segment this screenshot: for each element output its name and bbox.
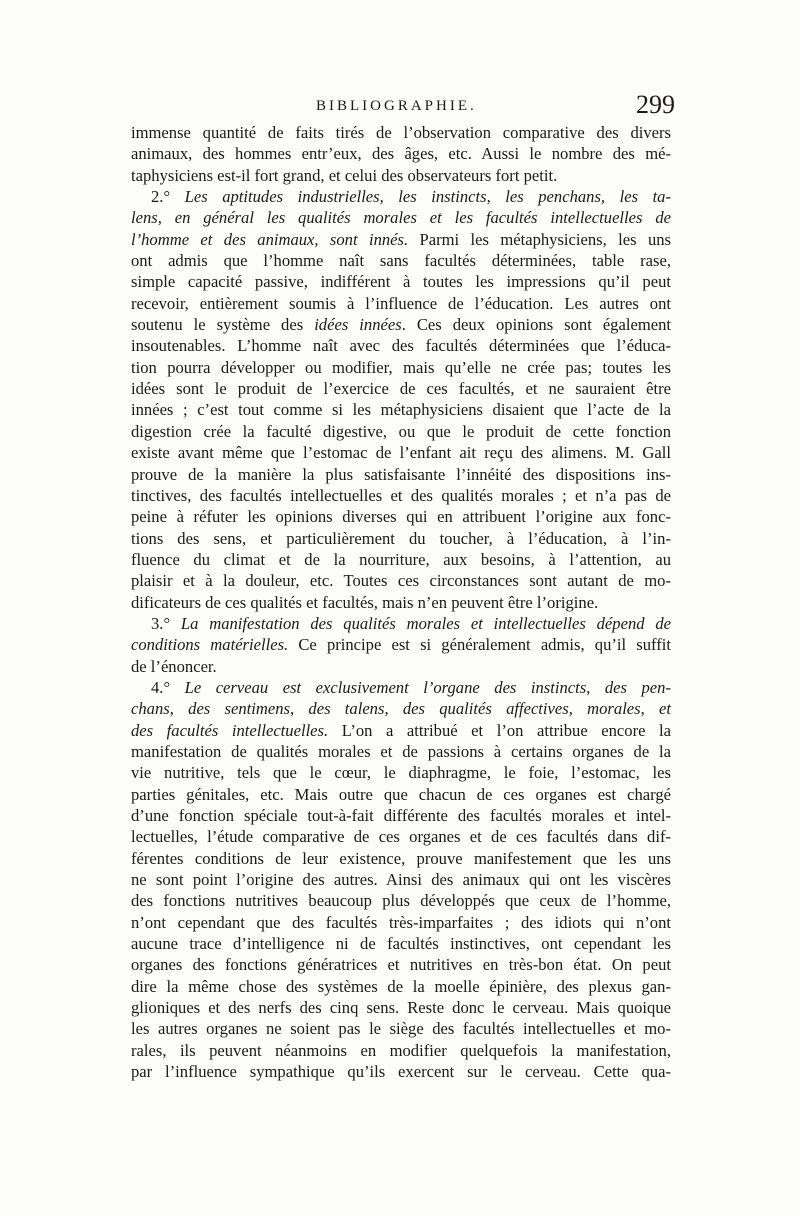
text-line: existe avant même que l’estomac de l’enfant ait reçu des alimens. M. Gall [131, 443, 671, 463]
text-line: digestion crée la faculté digestive, ou que le produit de cette fonction [131, 421, 671, 441]
text-span: Ce principe est si généralement admis, qu’il suffit [288, 635, 671, 655]
italic-text: lens, en général les qualités morales et les facultés intellectuelles de [131, 208, 671, 228]
italic-text: des sentimens [188, 699, 290, 719]
page-number: 299 [636, 90, 675, 119]
text-line: de l’énoncer. [131, 656, 217, 676]
text-span: 2.° [151, 187, 185, 207]
text-line: n’ont cependant que des facultés très-imparfaites ; des idiots qui n’ont [131, 912, 671, 932]
text-line: plaisir et à la douleur, etc. Toutes ces circonstances sont autant de mo- [131, 571, 671, 591]
text-line: animaux, des hommes entr’eux, des âges, etc. Aussi le nombre des mé- [131, 144, 671, 164]
text-line: lectuelles, l’étude comparative de ces organes et de ces facultés dans dif- [131, 827, 671, 847]
italic-text: Le cerveau est exclusivement l’organe des instincts, des pen- [184, 677, 671, 697]
italic-text: des talens [308, 699, 385, 719]
text-line [131, 613, 671, 634]
text-line [131, 698, 671, 719]
text-line: vie nutritive, tels que le cœur, le diaphragme, le foie, l’estomac, les [131, 763, 671, 783]
text-span: , [384, 699, 403, 719]
text-line: férentes conditions de leur existence, prouve manifestement que les uns [131, 848, 671, 868]
text-line: prouve de la manière la plus satisfaisante l’innéité des dispositions ins- [131, 464, 671, 484]
text-line: aucune trace d’intelligence ni de facultés instinctives, ont cependant les [131, 934, 671, 954]
text-line: simple capacité passive, indifférent à toutes les impressions qu’il peut [131, 272, 671, 292]
text-span: soutenu le système des [131, 315, 315, 335]
text-line: par l’influence sympathique qu’ils exercent sur le cerveau. Cette qua- [131, 1062, 671, 1082]
italic-text: Les aptitudes industrielles, les instincts, les penchans, les ta- [184, 187, 671, 207]
text-span: , [568, 699, 588, 719]
text-line: organes des fonctions génératrices et nutritives en très-bon état. On peut [131, 955, 671, 975]
italic-text: l’homme et des animaux, sont innés. [131, 229, 409, 249]
text-line [131, 314, 671, 335]
text-line: peine à réfuter les opinions diverses qui en attribuent l’origine aux fonc- [131, 507, 671, 527]
text-line [131, 186, 671, 207]
running-head: BIBLIOGRAPHIE. [316, 98, 477, 114]
text-line [131, 634, 671, 655]
text-span: , [169, 699, 189, 719]
text-span: 4.° [151, 677, 185, 697]
text-line: ont admis que l’homme naît sans facultés déterminées, table rase, [131, 251, 671, 271]
text-line: ne sont point l’origine des autres. Ainsi des animaux qui ont les viscères [131, 870, 671, 890]
text-line: glioniques et des nerfs des cinq sens. Reste donc le cerveau. Mais quoique [131, 998, 671, 1018]
text-line: tinctives, des facultés intellectuelles et des qualités morales ; et n’a pas de [131, 485, 671, 505]
text-line: tion pourra développer ou modifier, mais qu’elle ne crée pas; toutes les [131, 357, 671, 377]
italic-text: et [659, 699, 672, 719]
text-span: L’on a attribué et l’on attribue encore la [328, 720, 671, 740]
text-line: fluence du climat et de la nourriture, aux besoins, à l’attention, au [131, 549, 671, 569]
italic-text: La manifestation des qualités morales et intellectuelles dépend de [180, 613, 672, 633]
text-span: Parmi les métaphysiciens, les uns [408, 229, 671, 249]
text-line: parties génitales, etc. Mais outre que chacun de ces organes est chargé [131, 784, 671, 804]
italic-text: conditions matérielles. [131, 635, 289, 655]
text-line: des fonctions nutritives beaucoup plus développés que ceux de l’homme, [131, 891, 671, 911]
italic-text: des qualités affectives [402, 699, 569, 719]
text-line: recevoir, entièrement soumis à l’influence de l’éducation. Les autres ont [131, 293, 671, 313]
text-line: taphysiciens est-il fort grand, et celui des observateurs fort petit. [131, 165, 558, 185]
text-line: rales, ils peuvent néanmoins en modifier quelquefois la manifestation, [131, 1040, 671, 1060]
italic-text: des facultés intellectuelles. [131, 720, 329, 740]
italic-text: chans [131, 699, 170, 719]
italic-text: idées innées [314, 315, 402, 335]
text-line [131, 229, 671, 250]
italic-text: morales [587, 699, 641, 719]
body-text [131, 122, 671, 1082]
text-line: dire la même chose des systèmes de la moelle épinière, des plexus gan- [131, 976, 671, 996]
text-span: . Ces deux opinions sont également [401, 315, 671, 335]
text-line: idées sont le produit de l’exercice de ces facultés, et ne sauraient être [131, 379, 671, 399]
text-line: insoutenables. L’homme naît avec des facultés déterminées que l’éduca- [131, 336, 671, 356]
text-line: immense quantité de faits tirés de l’observation comparative des divers [131, 123, 671, 142]
text-line: tions des sens, et particulièrement du toucher, à l’éducation, à l’in- [131, 528, 671, 548]
text-line: innées ; c’est tout comme si les métaphysiciens disaient que l’acte de la [131, 400, 671, 420]
text-line: les autres organes ne soient pas le siège des facultés intellectuelles et mo- [131, 1019, 671, 1039]
page-header [130, 92, 675, 122]
text-line: d’une fonction spéciale tout-à-fait différente des facultés morales et intel- [131, 806, 671, 825]
text-line: manifestation de qualités morales et de passions à certains organes de la [131, 741, 671, 761]
text-line: dificateurs de ces qualités et facultés, mais n’en peuvent être l’origine. [131, 592, 599, 612]
text-span: , [640, 699, 660, 719]
text-line [131, 207, 671, 228]
text-span: 3.° [151, 613, 181, 633]
text-line [131, 677, 671, 698]
text-span: , [289, 699, 309, 719]
text-line [131, 720, 671, 741]
